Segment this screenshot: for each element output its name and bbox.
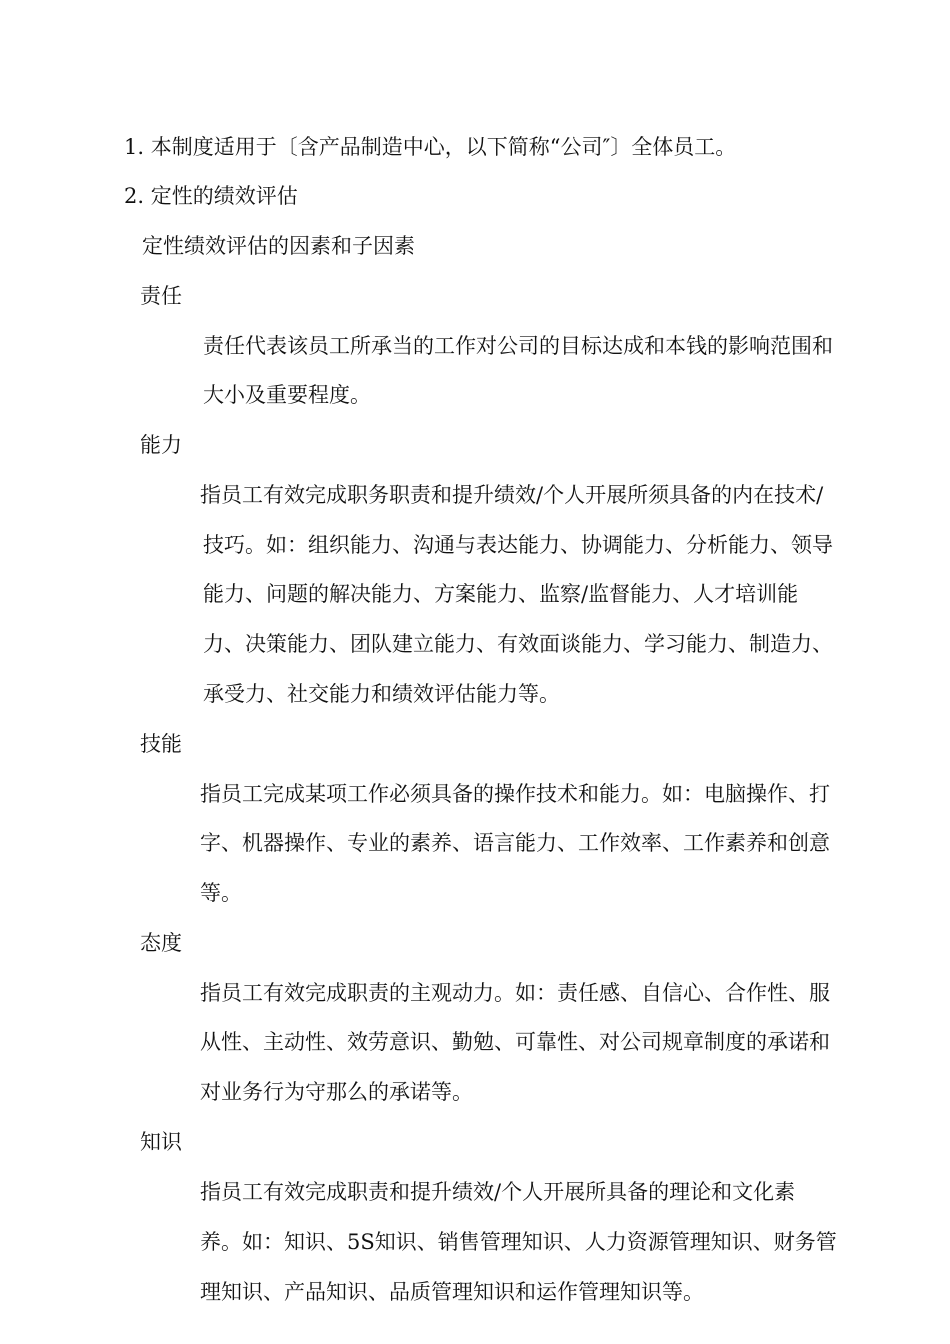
item-text: 定性的绩效评估 [150,184,298,208]
numbered-item-2 [124,181,298,211]
factor-text-line: 大小及重要程度。 [203,383,371,407]
factor-heading-ability: 能力 [140,433,182,457]
factor-text-line: 指员工有效完成职责和提升绩效/个人开展所具备的理论和文化素 [200,1180,796,1204]
factor-text-line: 能力、问题的解决能力、方案能力、监察/监督能力、人才培训能 [203,582,799,606]
numbered-item-1 [124,132,736,162]
factor-text-line: 从性、主动性、效劳意识、勤勉、可靠性、对公司规章制度的承诺和 [200,1030,830,1054]
item-number: 2. [124,184,145,208]
factor-text-line: 等。 [200,881,242,905]
section-subtitle: 定性绩效评估的因素和子因素 [142,234,415,258]
item-text: 本制度适用于〔含产品制造中心，以下简称“公司″〕全体员工。 [150,135,737,159]
factor-text-line: 对业务行为守那么的承诺等。 [200,1080,473,1104]
factor-heading-responsibility: 责任 [140,284,182,308]
factor-text-line: 技巧。如：组织能力、沟通与表达能力、协调能力、分析能力、领导 [203,533,833,557]
factor-heading-attitude: 态度 [140,931,182,955]
factor-text-line: 养。如：知识、5S知识、销售管理知识、人力资源管理知识、财务管 [200,1230,837,1254]
factor-text-line: 指员工有效完成职务职责和提升绩效/个人开展所须具备的内在技术/ [200,483,824,507]
factor-text-line: 力、决策能力、团队建立能力、有效面谈能力、学习能力、制造力、 [203,632,833,656]
factor-heading-knowledge: 知识 [140,1130,182,1154]
factor-text-line: 理知识、产品知识、品质管理知识和运作管理知识等。 [200,1280,704,1304]
factor-text-line: 指员工完成某项工作必须具备的操作技术和能力。如：电脑操作、打 [200,782,830,806]
item-number: 1. [124,135,145,159]
factor-text-line: 责任代表该员工所承当的工作对公司的目标达成和本钱的影响范围和 [203,334,833,358]
factor-text-line: 字、机器操作、专业的素养、语言能力、工作效率、工作素养和创意 [200,831,830,855]
factor-text-line: 承受力、社交能力和绩效评估能力等。 [203,682,560,706]
factor-text-line: 指员工有效完成职责的主观动力。如：责任感、自信心、合作性、服 [200,981,830,1005]
factor-heading-skill: 技能 [140,732,182,756]
